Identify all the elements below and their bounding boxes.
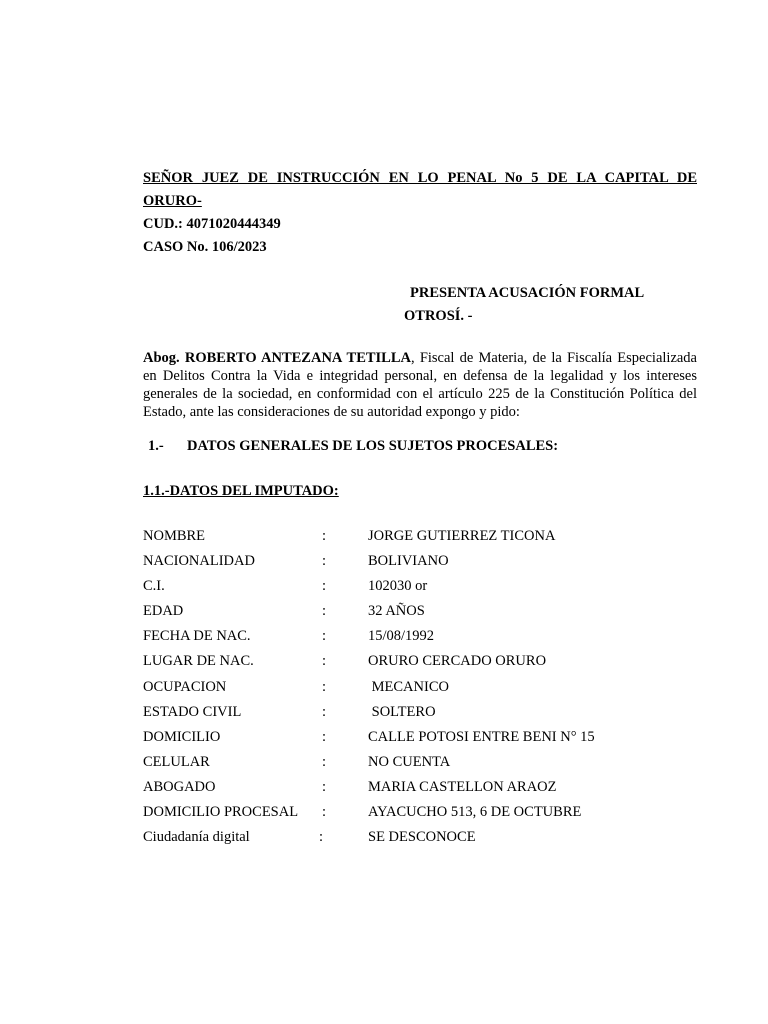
field-value: SE DESCONOCE [368,829,476,846]
section-1-title: DATOS GENERALES DE LOS SUJETOS PROCESALES: [187,438,559,454]
field-row [143,678,697,703]
section-1-1-heading: 1.1.-DATOS DEL IMPUTADO: [143,483,339,499]
field-colon: : [322,753,327,770]
field-colon: : [319,829,324,846]
field-label: DOMICILIO [143,728,221,745]
field-colon: : [322,678,327,695]
field-value: 32 AÑOS [368,603,425,620]
field-row [143,778,697,803]
section-1-heading [148,438,558,455]
field-value: 15/08/1992 [368,628,435,645]
field-colon: : [322,804,327,821]
prosecutor-name: ROBERTO ANTEZANA TETILLA [184,350,411,366]
field-colon: : [322,653,327,670]
field-value: CALLE POTOSI ENTRE BENI N° 15 [368,728,595,745]
field-colon: : [322,703,327,720]
field-row [143,703,697,728]
field-colon: : [322,778,327,795]
field-colon: : [322,728,327,745]
intro-prefix: Abog. [143,350,180,366]
field-colon: : [322,553,327,570]
field-label: DOMICILIO PROCESAL [143,804,299,821]
field-row [143,753,697,778]
title-line-1: PRESENTA ACUSACIÓN FORMAL [410,285,645,301]
field-value: ORURO CERCADO ORURO [368,653,547,670]
field-label: EDAD [143,603,184,620]
field-label: ABOGADO [143,778,216,795]
field-value: MECANICO [368,678,449,695]
field-row [143,828,697,853]
field-label: C.I. [143,578,165,595]
title-line-2: OTROSÍ. - [404,308,473,324]
field-label: FECHA DE NAC. [143,628,251,645]
field-label: CELULAR [143,753,210,770]
field-row [143,552,697,577]
field-row [143,803,697,828]
field-row [143,577,697,602]
case-number: CASO No. 106/2023 [143,239,267,255]
court-address-line-2: ORURO- [143,193,202,209]
document-title [143,282,697,328]
field-label: NACIONALIDAD [143,553,255,570]
field-colon: : [322,628,327,645]
field-value: AYACUCHO 513, 6 DE OCTUBRE [368,804,582,821]
field-row [143,627,697,652]
field-row [143,602,697,627]
field-label: ESTADO CIVIL [143,703,242,720]
field-label: OCUPACION [143,678,227,695]
document-page [143,0,697,1024]
section-1-number: 1.- [148,438,164,454]
field-colon: : [322,578,327,595]
cud-number: CUD.: 4071020444349 [143,216,281,232]
field-value: SOLTERO [368,703,436,720]
field-value: JORGE GUTIERREZ TICONA [368,528,556,544]
field-row [143,527,697,552]
field-label: NOMBRE [143,528,206,544]
intro-body: , Fiscal de Materia, de la Fiscalía Especializada en Delitos Contra la Vida e integridad personal, en defensa de la legalidad y los intereses generales de la sociedad, en conformidad con el artículo 225 de la Constitución Política del Estado, ante las consideraciones de su autoridad expongo y pido: [143,350,697,420]
field-colon: : [322,603,327,620]
document-heading [143,167,697,259]
field-label: Ciudadanía digital [143,829,250,846]
field-colon: : [322,528,327,544]
defendant-data-table [143,527,697,853]
field-row [143,652,697,677]
field-row [143,728,697,753]
intro-paragraph [143,349,697,421]
field-value: MARIA CASTELLON ARAOZ [368,778,557,795]
field-value: 102030 or [368,578,428,595]
court-address-line-1: SEÑOR JUEZ DE INSTRUCCIÓN EN LO PENAL No 5 DE LA CAPITAL DE [143,170,697,186]
field-value: NO CUENTA [368,753,451,770]
field-value: BOLIVIANO [368,553,449,570]
field-label: LUGAR DE NAC. [143,653,254,670]
